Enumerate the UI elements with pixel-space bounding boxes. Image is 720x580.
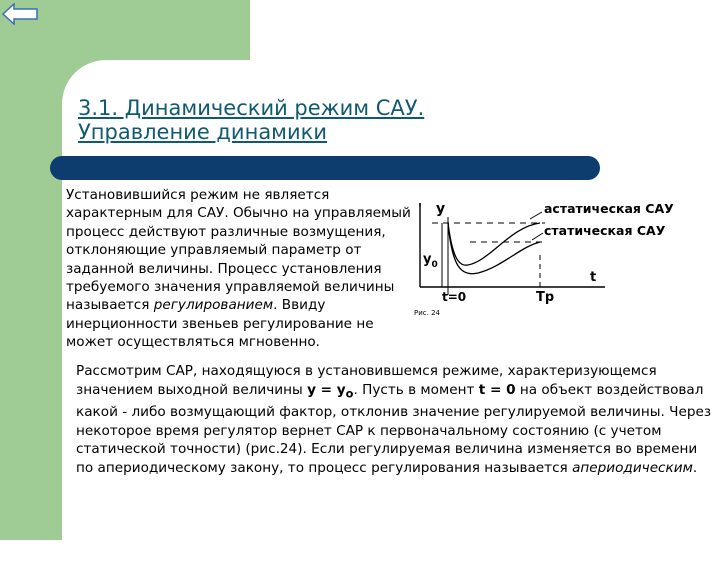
title-divider-bar	[50, 156, 600, 180]
main-term: апериодическим	[572, 459, 693, 476]
t0-label: t=0	[442, 290, 467, 304]
static-legend: статическая САУ	[544, 223, 666, 238]
title-line-2: Управление динамики	[78, 120, 328, 144]
page-title	[78, 96, 424, 144]
title-line-1: 3.1. Динамический режим САУ.	[78, 96, 425, 120]
equation-t: t = 0	[478, 381, 516, 398]
tp-label: Тр	[536, 290, 555, 305]
intro-text: Установившийся режим не является характерным для САУ. Обычно на управляемый процесс действуют различные возмущения, отклоняющие управляемый параметр от заданной величины. Процесс установления требуемого значения управляемой величины называется	[66, 187, 411, 314]
figure-caption: Рис. 24	[414, 309, 440, 317]
main-text-2: . Пусть в момент	[353, 381, 479, 398]
equation-y: $y = y_o$	[307, 381, 354, 401]
intro-text-end: . Ввиду инерционности звеньев регулирование не может осуществляться мгновенно.	[66, 297, 374, 351]
intro-paragraph	[66, 186, 411, 352]
main-paragraph	[76, 362, 716, 477]
t-axis-label: t	[590, 270, 597, 285]
astatic-pointer	[530, 212, 542, 219]
main-text-1: Рассмотрим САР, находящуюся в установившемся режиме, характеризующемся значением выходной величины	[76, 363, 657, 398]
astatic-curve	[448, 223, 540, 265]
y0-label: $y_0$	[423, 252, 438, 270]
static-pointer	[532, 233, 543, 240]
main-text-4: .	[692, 459, 698, 476]
intro-term: регулированием	[153, 297, 274, 314]
static-curve	[448, 223, 540, 274]
regulation-chart	[410, 195, 710, 320]
y-axis-label: y	[436, 201, 446, 217]
main-text-3: на объект воздействовал какой - либо возмущающий фактор, отклонив значение регулируемой величины. Через некоторое время регулятор вернет САР к первоначальному состоянию (с учетом статической точности) (рис.24). Если регулируемая величина изменяется во времени по апериодическому закону, то процесс регулирования называется	[76, 381, 712, 476]
astatic-legend: астатическая САУ	[544, 201, 674, 216]
left-arrow-icon[interactable]	[2, 3, 38, 25]
